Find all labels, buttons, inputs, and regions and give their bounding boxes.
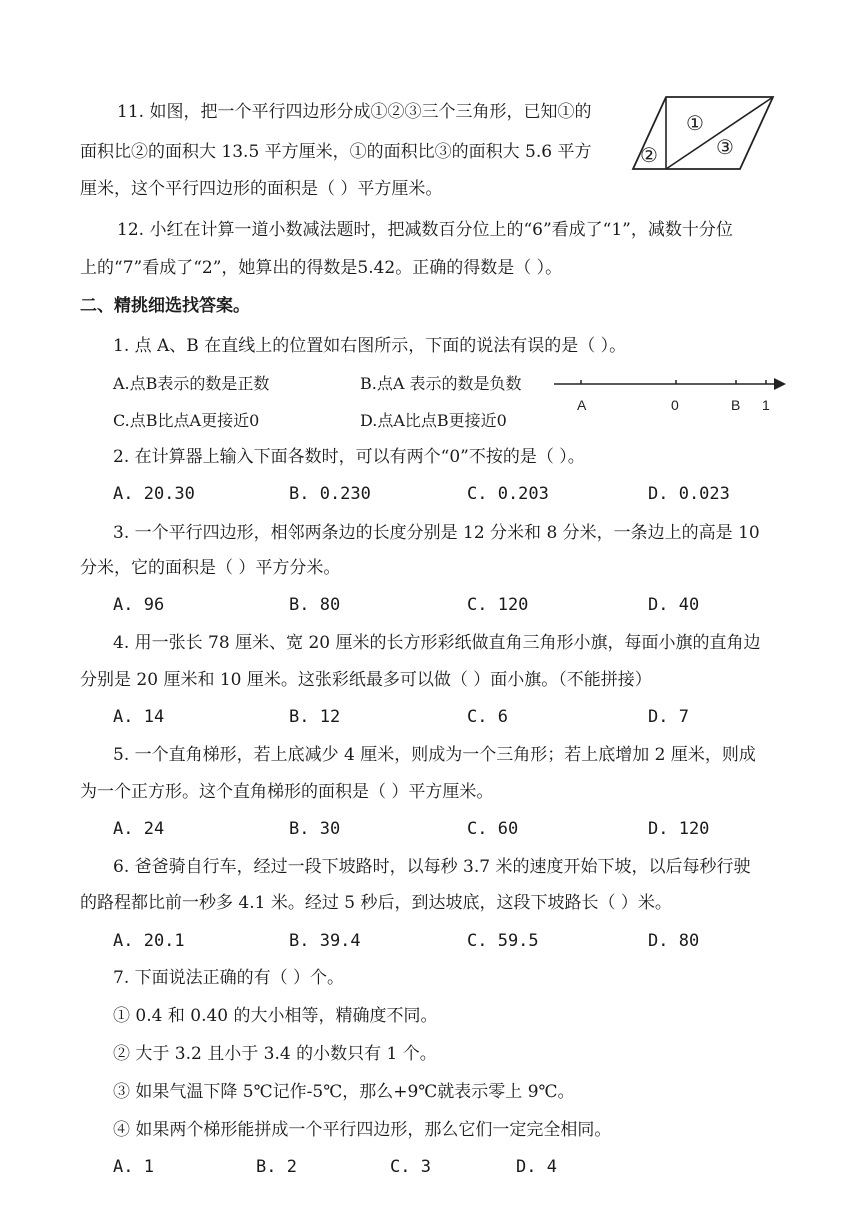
region-1-label: ①	[686, 113, 704, 135]
region-2-label: ②	[640, 145, 658, 167]
number-line-figure	[548, 372, 793, 420]
q4-option-b: B. 12	[289, 707, 341, 727]
q4-option-c: C. 6	[467, 707, 508, 727]
q4-option-a: A. 14	[113, 707, 165, 727]
q3-line-2: 分米，它的面积是（ ）平方分米。	[80, 558, 341, 578]
label-b: B	[731, 397, 741, 413]
q6-line-2: 的路程都比前一秒多 4.1 米。经过 5 秒后，到达坡底，这段下坡路长（ ）米。	[80, 893, 672, 913]
q11-line-1: 11. 如图，把一个平行四边形分成①②③三个三角形，已知①的	[117, 102, 592, 122]
q7-statement-2: ② 大于 3.2 且小于 3.4 的小数只有 1 个。	[113, 1044, 437, 1064]
q6-option-c: C. 59.5	[467, 931, 539, 951]
q2-option-c: C. 0.203	[467, 484, 549, 504]
q3-line-1: 3. 一个平行四边形，相邻两条边的长度分别是 12 分米和 8 分米，一条边上的高是 10	[113, 523, 760, 543]
label-a: A	[577, 397, 587, 413]
q6-option-b: B. 39.4	[289, 931, 361, 951]
region-3-label: ③	[716, 137, 734, 159]
label-0: 0	[671, 397, 679, 413]
q3-option-c: C. 120	[467, 595, 529, 615]
parallelogram-figure	[628, 92, 778, 174]
q5-option-d: D. 120	[648, 819, 710, 839]
q6-option-d: D. 80	[648, 931, 700, 951]
q1-option-a: A.点B表示的数是正数	[113, 374, 270, 393]
q7-option-a: A. 1	[113, 1157, 154, 1177]
q1-option-c: C.点B比点A更接近0	[113, 411, 260, 430]
q2-option-d: D. 0.023	[648, 484, 730, 504]
q5-line-1: 5. 一个直角梯形，若上底减少 4 厘米，则成为一个三角形；若上底增加 2 厘米，则成	[113, 745, 756, 765]
q11-line-2: 面积比②的面积大 13.5 平方厘米，①的面积比③的面积大 5.6 平方	[80, 142, 592, 162]
q3-option-d: D. 40	[648, 595, 700, 615]
q1-option-d: D.点A比点B更接近0	[360, 411, 507, 430]
q1-option-b: B.点A 表示的数是负数	[360, 374, 522, 393]
q2-option-b: B. 0.230	[289, 484, 371, 504]
q7-option-c: C. 3	[390, 1157, 431, 1177]
q6-line-1: 6. 爸爸骑自行车，经过一段下坡路时，以每秒 3.7 米的速度开始下坡，以后每秒行驶	[113, 857, 751, 877]
q12-line-1: 12. 小红在计算一道小数减法题时，把减数百分位上的“6”看成了“1”，减数十分位	[117, 220, 733, 240]
q12-line-2: 上的“7”看成了“2”，她算出的得数是5.42。正确的得数是（ ）。	[80, 258, 563, 278]
q3-option-b: B. 80	[289, 595, 341, 615]
q1-stem: 1. 点 A、B 在直线上的位置如右图所示，下面的说法有误的是（ ）。	[113, 336, 627, 356]
q5-option-c: C. 60	[467, 819, 519, 839]
q2-option-a: A. 20.30	[113, 484, 195, 504]
q5-line-2: 为一个正方形。这个直角梯形的面积是（ ）平方厘米。	[80, 782, 494, 802]
q7-statement-1: ① 0.4 和 0.40 的大小相等，精确度不同。	[113, 1006, 438, 1026]
q4-line-2: 分别是 20 厘米和 10 厘米。这张彩纸最多可以做（ ）面小旗。（不能拼接）	[80, 670, 652, 690]
q11-line-3: 厘米，这个平行四边形的面积是（ ）平方厘米。	[80, 179, 443, 199]
q4-line-1: 4. 用一张长 78 厘米、宽 20 厘米的长方形彩纸做直角三角形小旗，每面小旗的直角边	[113, 633, 761, 653]
q5-option-a: A. 24	[113, 819, 165, 839]
section-2-heading: 二、精挑细选找答案。	[80, 296, 250, 316]
q4-option-d: D. 7	[648, 707, 689, 727]
q7-statement-3: ③ 如果气温下降 5℃记作-5℃，那么+9℃就表示零上 9℃。	[113, 1082, 575, 1102]
q7-option-b: B. 2	[256, 1157, 297, 1177]
q7-stem: 7. 下面说法正确的有（ ）个。	[113, 968, 345, 988]
q7-statement-4: ④ 如果两个梯形能拼成一个平行四边形，那么它们一定完全相同。	[113, 1120, 612, 1140]
label-1: 1	[762, 397, 770, 413]
q5-option-b: B. 30	[289, 819, 341, 839]
q6-option-a: A. 20.1	[113, 931, 185, 951]
q3-option-a: A. 96	[113, 595, 165, 615]
q2-stem: 2. 在计算器上输入下面各数时，可以有两个“0”不按的是（ ）。	[113, 447, 585, 467]
number-line-arrowhead	[774, 378, 786, 390]
q7-option-d: D. 4	[516, 1157, 557, 1177]
